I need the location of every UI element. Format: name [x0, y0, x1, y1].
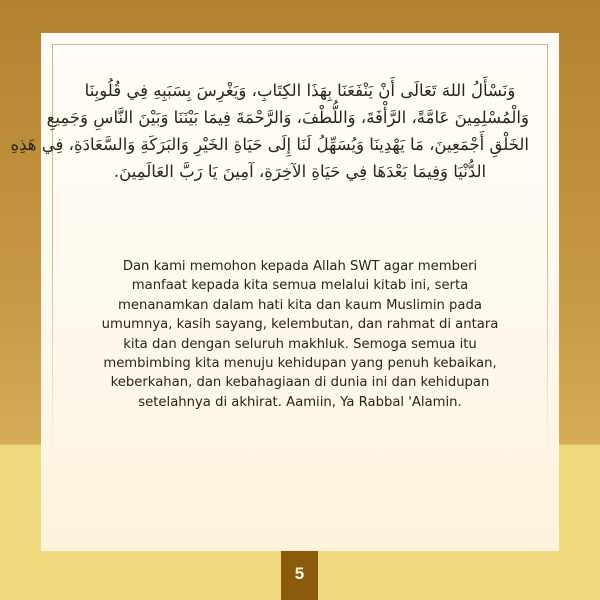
translation-line: menanamkan dalam hati kita dan kaum Muslimin pada: [118, 297, 482, 313]
translation-line: manfaat kepada kita semua melalui kitab ini, serta: [131, 278, 469, 294]
arabic-line: الدُّنْيَا وَفِيمَا بَعْدَهَا فِي حَيَاةِ الآخِرَةِ، آمِينَ يَا رَبَّ العَالَمِينَ.: [113, 162, 487, 181]
arabic-line: الخَلْقِ أَجْمَعِينَ، مَا يَهْدِينَا وَيُسَهِّلُ لَنَا إِلَى حَيَاةِ الخَيْرِ وَالبَرَكَةِ وَالسَّعَادَةِ، فِي هَذِهِ: [10, 135, 529, 154]
translation-line: umumnya, kasih sayang, kelembutan, dan rahmat di antara: [101, 317, 499, 333]
translation-text: [63, 257, 537, 412]
translation-line: setelahnya di akhirat. Aamiin, Ya Rabbal 'Alamin.: [138, 394, 462, 410]
arabic-line: وَنَسْأَلُ اللهَ تَعَالَى أَنْ يَنْفَعَنَا بِهَذَا الكِتَابِ، وَيَغْرِسَ بِسَبَبِهِ فِي قُلُوبِنَا: [84, 81, 516, 100]
translation-line: Dan kami memohon kepada Allah SWT agar memberi: [122, 259, 478, 274]
arabic-prayer-text: [10, 77, 529, 185]
translation-line: membimbing kita menuju kehidupan yang penuh kebaikan,: [103, 356, 497, 372]
translation-line: kita dan dengan seluruh makhluk. Semoga semua itu: [123, 336, 477, 352]
page-number: 5: [281, 551, 318, 600]
translation-line: keberkahan, dan kebahagiaan di dunia ini dan kehidupan: [110, 375, 490, 391]
arabic-line: وَالْمُسْلِمِينَ عَامَّةً، الرَّأْفَةَ، وَاللُّطْفَ، وَالرَّحْمَةَ فِيمَا بَيْنَنَا وَبَيْنَ النَّاسِ وَجَمِيعِ: [46, 108, 529, 127]
page-card: [10, 33, 559, 551]
